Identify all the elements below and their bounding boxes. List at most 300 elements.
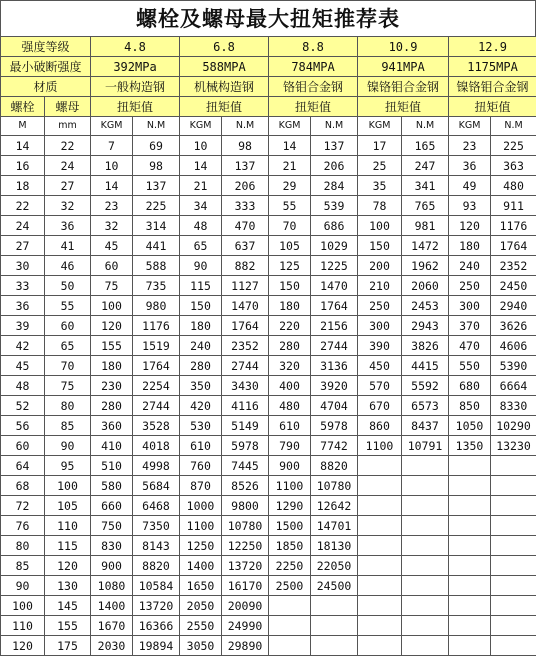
table-cell: 24 — [45, 156, 91, 176]
bolt-torque-row — [1, 97, 536, 117]
table-cell: 220 — [269, 316, 311, 336]
table-cell: 14 — [180, 156, 222, 176]
table-cell: 137 — [133, 176, 180, 196]
table-cell: 2250 — [269, 556, 311, 576]
table-row — [1, 176, 536, 196]
table-cell: 18 — [1, 176, 45, 196]
table-cell: 314 — [133, 216, 180, 236]
table-cell: 21 — [269, 156, 311, 176]
table-cell: 1080 — [91, 576, 133, 596]
table-cell: 230 — [91, 376, 133, 396]
table-cell: 90 — [45, 436, 91, 456]
table-cell: 1670 — [91, 616, 133, 636]
grade-10-9: 10.9 — [358, 37, 449, 57]
table-cell: 1290 — [269, 496, 311, 516]
table-cell: 45 — [1, 356, 45, 376]
table-cell: 750 — [91, 516, 133, 536]
table-cell: 34 — [180, 196, 222, 216]
unit-nm: N.M — [311, 117, 358, 136]
table-row — [1, 256, 536, 276]
table-cell: 115 — [45, 536, 91, 556]
table-cell — [491, 636, 536, 656]
table-cell: 670 — [358, 396, 402, 416]
table-row — [1, 516, 536, 536]
table-cell: 900 — [91, 556, 133, 576]
table-cell: 50 — [45, 276, 91, 296]
table-cell: 360 — [91, 416, 133, 436]
table-cell: 3136 — [311, 356, 358, 376]
table-cell: 760 — [180, 456, 222, 476]
table-cell: 7742 — [311, 436, 358, 456]
table-cell: 2744 — [133, 396, 180, 416]
table-cell: 175 — [45, 636, 91, 656]
table-cell: 2943 — [402, 316, 449, 336]
table-cell: 6573 — [402, 396, 449, 416]
table-cell — [269, 596, 311, 616]
table-cell: 8820 — [133, 556, 180, 576]
table-cell: 100 — [1, 596, 45, 616]
table-cell: 3430 — [222, 376, 269, 396]
table-cell: 1100 — [269, 476, 311, 496]
table-row — [1, 136, 536, 156]
table-cell: 2550 — [180, 616, 222, 636]
table-cell: 16170 — [222, 576, 269, 596]
table-cell: 52 — [1, 396, 45, 416]
table-cell: 42 — [1, 336, 45, 356]
table-cell: 882 — [222, 256, 269, 276]
table-cell: 1764 — [311, 296, 358, 316]
strength-value: 1175MPA — [449, 57, 536, 77]
torque-label: 扭矩值 — [358, 97, 449, 117]
table-cell — [491, 516, 536, 536]
table-cell: 250 — [358, 296, 402, 316]
table-cell: 120 — [1, 636, 45, 656]
unit-nm: N.M — [133, 117, 180, 136]
table-cell: 93 — [449, 196, 491, 216]
table-cell: 45 — [91, 236, 133, 256]
table-cell — [491, 496, 536, 516]
table-row — [1, 296, 536, 316]
table-row — [1, 196, 536, 216]
table-cell: 17 — [358, 136, 402, 156]
table-cell — [491, 556, 536, 576]
table-cell: 18130 — [311, 536, 358, 556]
table-cell: 2050 — [180, 596, 222, 616]
table-cell — [449, 576, 491, 596]
table-cell: 247 — [402, 156, 449, 176]
table-cell: 6664 — [491, 376, 536, 396]
material-label: 材质 — [1, 77, 91, 97]
table-cell: 363 — [491, 156, 536, 176]
table-cell: 765 — [402, 196, 449, 216]
table-cell: 5149 — [222, 416, 269, 436]
strength-value: 588MPA — [180, 57, 269, 77]
table-cell: 206 — [311, 156, 358, 176]
table-cell: 145 — [45, 596, 91, 616]
table-cell: 32 — [91, 216, 133, 236]
table-cell: 450 — [358, 356, 402, 376]
material-value: 一般构造钢 — [91, 77, 180, 97]
table-cell: 3528 — [133, 416, 180, 436]
table-cell: 1176 — [491, 216, 536, 236]
table-cell — [491, 616, 536, 636]
table-cell: 320 — [269, 356, 311, 376]
table-cell — [402, 596, 449, 616]
table-cell — [358, 556, 402, 576]
table-row — [1, 276, 536, 296]
table-cell: 980 — [133, 296, 180, 316]
unit-mm: mm — [45, 117, 91, 136]
table-cell: 550 — [449, 356, 491, 376]
table-cell: 6468 — [133, 496, 180, 516]
table-cell: 24 — [1, 216, 45, 236]
table-cell — [358, 636, 402, 656]
torque-label: 扭矩值 — [91, 97, 180, 117]
table-cell: 2744 — [222, 356, 269, 376]
table-cell: 370 — [449, 316, 491, 336]
table-cell: 400 — [269, 376, 311, 396]
table-cell: 1764 — [491, 236, 536, 256]
table-row — [1, 496, 536, 516]
table-cell: 5978 — [222, 436, 269, 456]
table-cell: 85 — [45, 416, 91, 436]
table-cell: 14 — [91, 176, 133, 196]
table-row — [1, 236, 536, 256]
table-cell: 1400 — [91, 596, 133, 616]
table-cell: 539 — [311, 196, 358, 216]
table-cell: 2156 — [311, 316, 358, 336]
table-cell: 900 — [269, 456, 311, 476]
table-cell: 60 — [45, 316, 91, 336]
table-cell: 98 — [133, 156, 180, 176]
table-cell: 1519 — [133, 336, 180, 356]
table-cell: 10 — [91, 156, 133, 176]
table-cell: 13230 — [491, 436, 536, 456]
table-cell: 1962 — [402, 256, 449, 276]
table-cell: 22050 — [311, 556, 358, 576]
table-cell: 7350 — [133, 516, 180, 536]
table-cell: 20090 — [222, 596, 269, 616]
table-cell — [358, 576, 402, 596]
table-cell — [358, 536, 402, 556]
table-cell — [491, 536, 536, 556]
table-cell: 2352 — [222, 336, 269, 356]
table-cell: 95 — [45, 456, 91, 476]
table-cell: 4998 — [133, 456, 180, 476]
strength-value: 392MPa — [91, 57, 180, 77]
table-row — [1, 576, 536, 596]
table-cell — [269, 636, 311, 656]
table-cell — [311, 636, 358, 656]
table-cell: 60 — [91, 256, 133, 276]
table-cell: 29890 — [222, 636, 269, 656]
table-cell: 830 — [91, 536, 133, 556]
table-cell: 4018 — [133, 436, 180, 456]
grade-4-8: 4.8 — [91, 37, 180, 57]
table-cell: 55 — [269, 196, 311, 216]
table-cell: 120 — [45, 556, 91, 576]
table-cell: 72 — [1, 496, 45, 516]
table-cell — [449, 616, 491, 636]
table-cell: 2940 — [491, 296, 536, 316]
table-cell: 55 — [45, 296, 91, 316]
table-row — [1, 596, 536, 616]
table-cell: 2450 — [491, 276, 536, 296]
table-cell: 16366 — [133, 616, 180, 636]
table-cell: 2744 — [311, 336, 358, 356]
table-cell: 150 — [180, 296, 222, 316]
table-cell: 60 — [1, 436, 45, 456]
table-cell: 65 — [45, 336, 91, 356]
table-row — [1, 396, 536, 416]
table-cell: 13720 — [222, 556, 269, 576]
table-cell: 3826 — [402, 336, 449, 356]
table-cell: 36 — [449, 156, 491, 176]
table-cell: 22 — [1, 196, 45, 216]
table-cell: 70 — [269, 216, 311, 236]
table-row — [1, 356, 536, 376]
unit-nm: N.M — [222, 117, 269, 136]
table-cell: 110 — [1, 616, 45, 636]
table-cell: 137 — [222, 156, 269, 176]
table-cell: 206 — [222, 176, 269, 196]
table-cell: 1850 — [269, 536, 311, 556]
strength-value: 784MPA — [269, 57, 358, 77]
table-cell: 225 — [491, 136, 536, 156]
table-cell — [402, 456, 449, 476]
table-cell: 100 — [358, 216, 402, 236]
table-cell: 850 — [449, 396, 491, 416]
table-cell: 19894 — [133, 636, 180, 656]
table-cell: 75 — [45, 376, 91, 396]
table-cell — [311, 596, 358, 616]
bolt-label: 螺栓 — [1, 97, 45, 117]
table-cell: 69 — [133, 136, 180, 156]
table-cell: 10780 — [311, 476, 358, 496]
torque-label: 扭矩值 — [449, 97, 536, 117]
table-cell: 4116 — [222, 396, 269, 416]
table-cell: 225 — [133, 196, 180, 216]
table-cell — [449, 556, 491, 576]
table-cell: 280 — [91, 396, 133, 416]
table-cell — [491, 596, 536, 616]
table-cell: 65 — [180, 236, 222, 256]
table-cell: 5684 — [133, 476, 180, 496]
table-cell: 10780 — [222, 516, 269, 536]
table-cell: 46 — [45, 256, 91, 276]
table-cell: 180 — [269, 296, 311, 316]
strength-label: 最小破断强度 — [1, 57, 91, 77]
unit-kgm: KGM — [269, 117, 311, 136]
table-cell — [402, 576, 449, 596]
table-cell: 56 — [1, 416, 45, 436]
table-cell: 2352 — [491, 256, 536, 276]
table-cell: 735 — [133, 276, 180, 296]
table-cell: 90 — [180, 256, 222, 276]
table-cell — [402, 476, 449, 496]
table-cell: 1650 — [180, 576, 222, 596]
table-cell: 68 — [1, 476, 45, 496]
table-cell: 5390 — [491, 356, 536, 376]
table-cell: 410 — [91, 436, 133, 456]
torque-table — [0, 36, 536, 656]
table-cell: 4606 — [491, 336, 536, 356]
grade-6-8: 6.8 — [180, 37, 269, 57]
unit-m: M — [1, 117, 45, 136]
table-cell: 530 — [180, 416, 222, 436]
table-cell: 48 — [180, 216, 222, 236]
table-cell: 3626 — [491, 316, 536, 336]
table-cell: 300 — [449, 296, 491, 316]
table-cell: 860 — [358, 416, 402, 436]
table-cell — [402, 616, 449, 636]
table-row — [1, 436, 536, 456]
table-cell: 76 — [1, 516, 45, 536]
table-cell — [449, 516, 491, 536]
unit-row — [1, 117, 536, 136]
table-cell: 1100 — [358, 436, 402, 456]
table-cell — [402, 496, 449, 516]
table-cell: 2030 — [91, 636, 133, 656]
table-cell: 32 — [45, 196, 91, 216]
table-cell: 8437 — [402, 416, 449, 436]
table-cell: 870 — [180, 476, 222, 496]
table-cell: 570 — [358, 376, 402, 396]
table-cell: 1764 — [222, 316, 269, 336]
unit-kgm: KGM — [91, 117, 133, 136]
table-title: 螺栓及螺母最大扭矩推荐表 — [0, 0, 536, 36]
table-cell: 280 — [269, 336, 311, 356]
table-row — [1, 456, 536, 476]
table-cell: 1127 — [222, 276, 269, 296]
table-cell — [402, 536, 449, 556]
table-cell: 480 — [491, 176, 536, 196]
table-cell: 1250 — [180, 536, 222, 556]
table-cell: 23 — [91, 196, 133, 216]
table-cell: 90 — [1, 576, 45, 596]
table-cell: 981 — [402, 216, 449, 236]
table-cell: 4415 — [402, 356, 449, 376]
table-cell: 33 — [1, 276, 45, 296]
table-cell: 8330 — [491, 396, 536, 416]
strength-row — [1, 57, 536, 77]
table-cell: 36 — [1, 296, 45, 316]
table-cell: 790 — [269, 436, 311, 456]
table-cell: 85 — [1, 556, 45, 576]
table-cell: 70 — [45, 356, 91, 376]
table-cell: 130 — [45, 576, 91, 596]
table-cell: 16 — [1, 156, 45, 176]
material-value: 镍铬钼合金钢 — [449, 77, 536, 97]
table-cell: 280 — [180, 356, 222, 376]
table-cell: 115 — [180, 276, 222, 296]
table-cell: 2060 — [402, 276, 449, 296]
table-cell: 100 — [91, 296, 133, 316]
table-cell: 480 — [269, 396, 311, 416]
table-cell: 637 — [222, 236, 269, 256]
unit-kgm: KGM — [180, 117, 222, 136]
table-cell: 125 — [269, 256, 311, 276]
table-cell: 105 — [269, 236, 311, 256]
table-cell: 155 — [91, 336, 133, 356]
table-cell: 420 — [180, 396, 222, 416]
table-cell: 2453 — [402, 296, 449, 316]
table-cell — [449, 476, 491, 496]
nut-label: 螺母 — [45, 97, 91, 117]
table-cell — [311, 616, 358, 636]
table-cell: 24990 — [222, 616, 269, 636]
table-cell — [358, 456, 402, 476]
table-cell: 14 — [1, 136, 45, 156]
table-cell: 78 — [358, 196, 402, 216]
table-row — [1, 556, 536, 576]
table-cell: 1470 — [222, 296, 269, 316]
table-cell: 1472 — [402, 236, 449, 256]
table-cell: 3920 — [311, 376, 358, 396]
table-cell: 8143 — [133, 536, 180, 556]
table-cell: 3050 — [180, 636, 222, 656]
table-cell: 610 — [180, 436, 222, 456]
table-cell: 100 — [45, 476, 91, 496]
table-row — [1, 636, 536, 656]
grade-label: 强度等级 — [1, 37, 91, 57]
table-cell: 150 — [269, 276, 311, 296]
table-cell: 150 — [358, 236, 402, 256]
table-cell: 1400 — [180, 556, 222, 576]
table-cell: 250 — [449, 276, 491, 296]
table-cell: 1225 — [311, 256, 358, 276]
torque-label: 扭矩值 — [269, 97, 358, 117]
table-cell — [358, 516, 402, 536]
table-cell: 1176 — [133, 316, 180, 336]
torque-label: 扭矩值 — [180, 97, 269, 117]
table-cell — [449, 596, 491, 616]
table-cell: 80 — [45, 396, 91, 416]
table-cell: 10791 — [402, 436, 449, 456]
table-cell: 7445 — [222, 456, 269, 476]
table-cell: 10584 — [133, 576, 180, 596]
table-cell: 441 — [133, 236, 180, 256]
table-cell: 341 — [402, 176, 449, 196]
table-row — [1, 216, 536, 236]
material-value: 镍铬钼合金钢 — [358, 77, 449, 97]
table-row — [1, 536, 536, 556]
table-cell: 1470 — [311, 276, 358, 296]
table-cell: 660 — [91, 496, 133, 516]
table-cell: 1100 — [180, 516, 222, 536]
table-cell: 10290 — [491, 416, 536, 436]
table-cell: 120 — [91, 316, 133, 336]
table-cell — [358, 596, 402, 616]
table-cell: 200 — [358, 256, 402, 276]
unit-nm: N.M — [402, 117, 449, 136]
table-cell: 80 — [1, 536, 45, 556]
table-cell: 120 — [449, 216, 491, 236]
table-cell: 210 — [358, 276, 402, 296]
table-cell: 23 — [449, 136, 491, 156]
material-row — [1, 77, 536, 97]
table-cell: 5978 — [311, 416, 358, 436]
table-cell: 8526 — [222, 476, 269, 496]
table-cell: 12642 — [311, 496, 358, 516]
table-cell — [491, 456, 536, 476]
table-cell: 680 — [449, 376, 491, 396]
unit-kgm: KGM — [449, 117, 491, 136]
table-cell: 21 — [180, 176, 222, 196]
table-cell: 29 — [269, 176, 311, 196]
table-cell: 9800 — [222, 496, 269, 516]
table-cell: 75 — [91, 276, 133, 296]
